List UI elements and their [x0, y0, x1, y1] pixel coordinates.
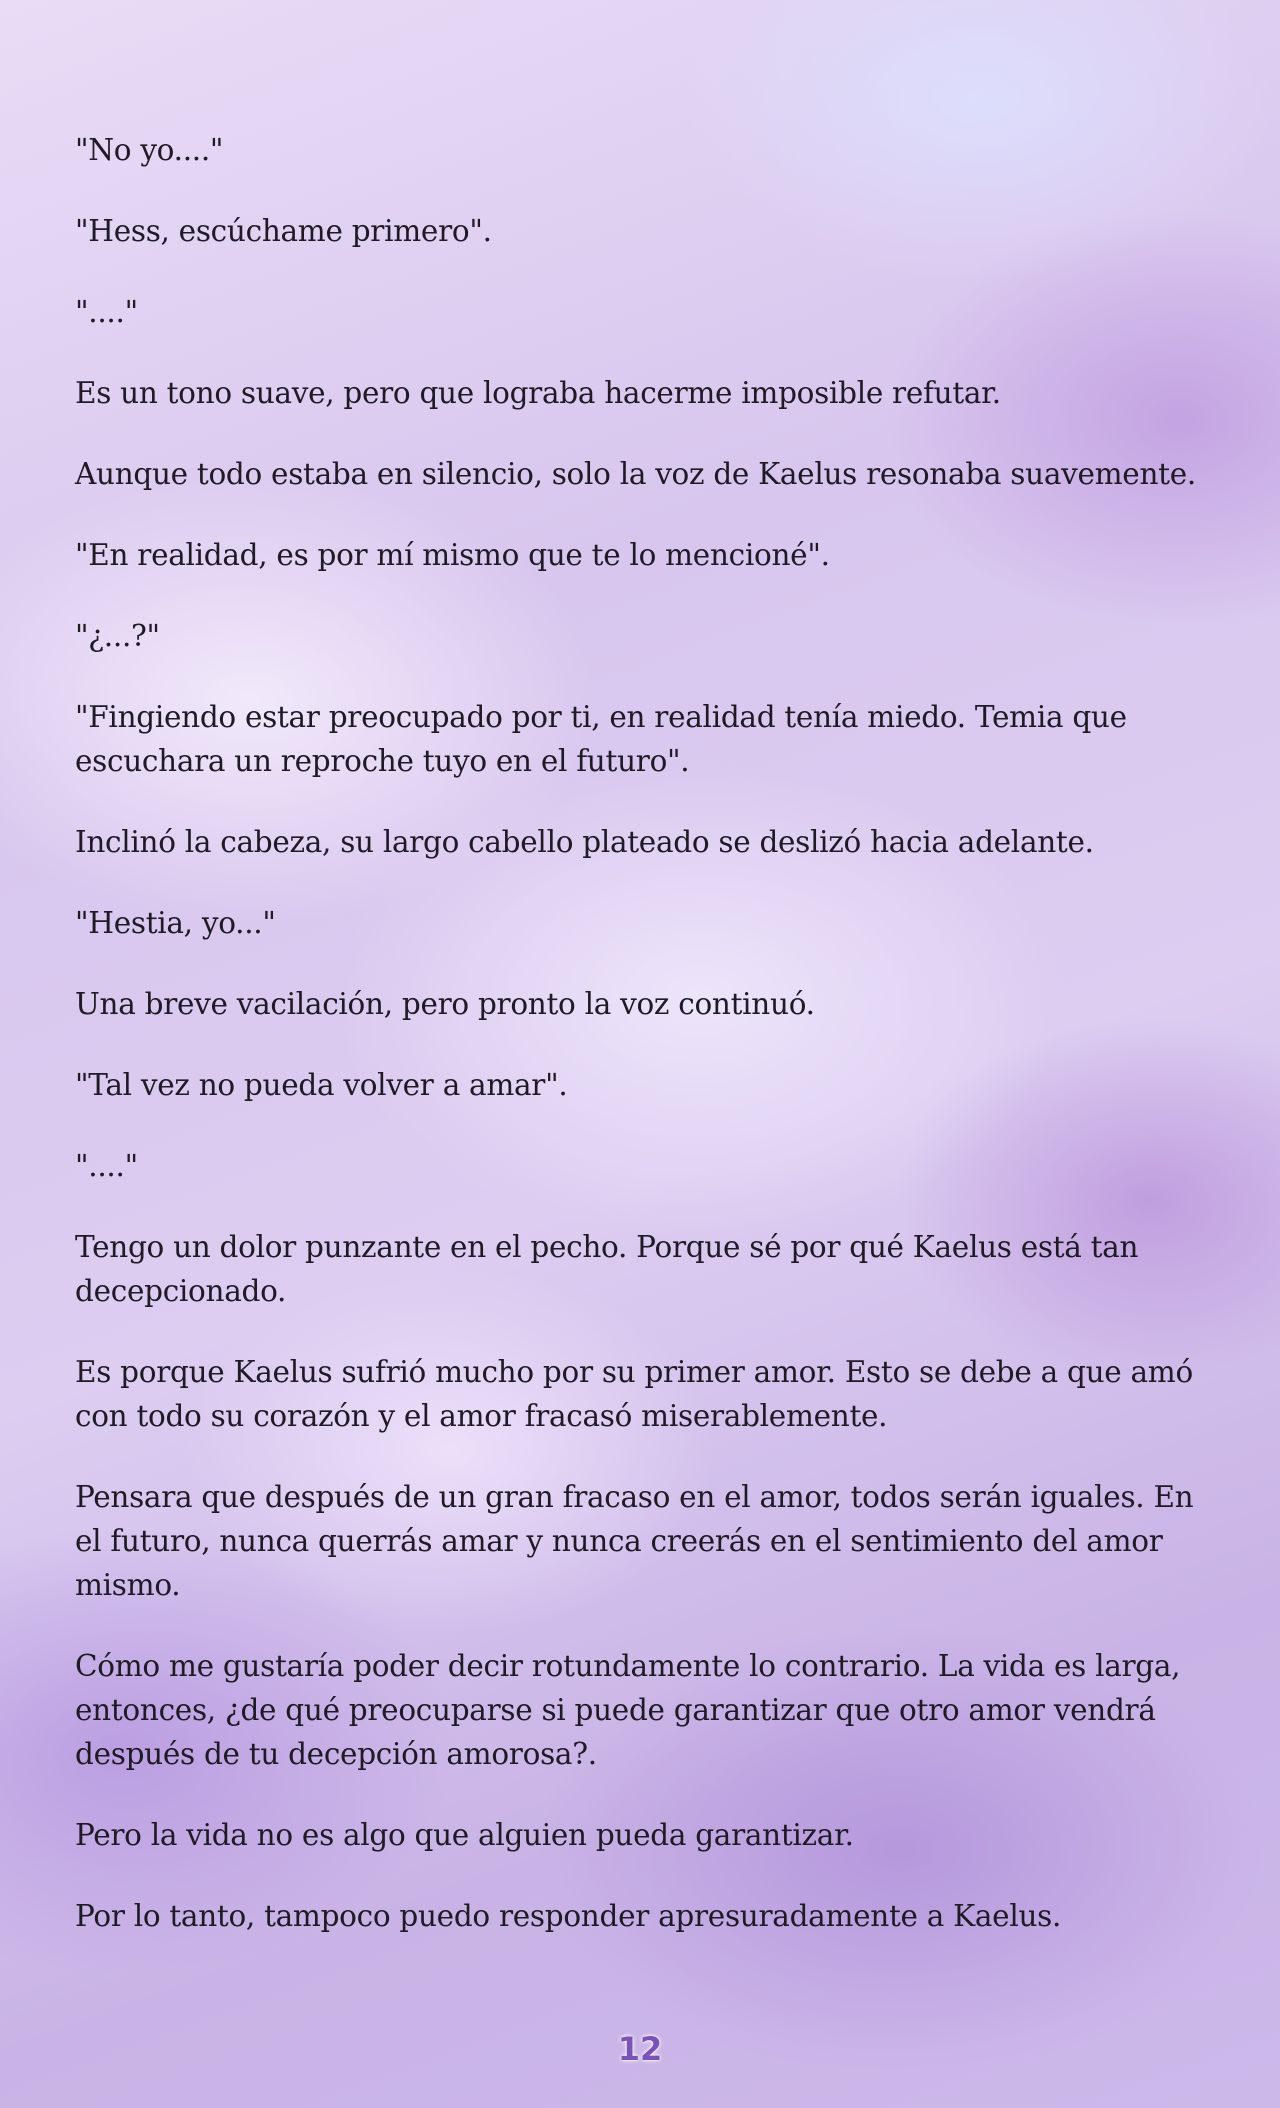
paragraph: Cómo me gustaría poder decir rotundamente lo contrario. La vida es larga, entonces, ¿de qué preocuparse si puede garantizar que otro amor vendrá después de tu decepción amorosa?. — [75, 1649, 1181, 1771]
paragraph: Tengo un dolor punzante en el pecho. Porque sé por qué Kaelus está tan decepcionado. — [75, 1230, 1139, 1308]
paragraph: Pero la vida no es algo que alguien pueda garantizar. — [75, 1818, 854, 1852]
paragraph: "No yo...." — [75, 133, 224, 167]
paragraph: Es un tono suave, pero que lograba hacerme imposible refutar. — [75, 376, 1001, 410]
paragraph: "Hestia, yo..." — [75, 906, 276, 940]
paragraph: "...." — [75, 295, 138, 329]
paragraph: Pensara que después de un gran fracaso en el amor, todos serán iguales. En el futuro, nunca querrás amar y nunca creerás en el sentimiento del amor mismo. — [75, 1480, 1194, 1602]
paragraph: Por lo tanto, tampoco puedo responder apresuradamente a Kaelus. — [75, 1899, 1062, 1933]
paragraph: "Tal vez no pueda volver a amar". — [75, 1068, 568, 1102]
paragraph: Inclinó la cabeza, su largo cabello plateado se deslizó hacia adelante. — [75, 825, 1094, 859]
paragraph: Una breve vacilación, pero pronto la voz continuó. — [75, 987, 815, 1021]
text-body — [75, 128, 1210, 1975]
paragraph: Aunque todo estaba en silencio, solo la voz de Kaelus resonaba suavemente. — [75, 457, 1196, 491]
paragraph: "Fingiendo estar preocupado por ti, en realidad tenía miedo. Temia que escuchara un reproche tuyo en el futuro". — [75, 700, 1127, 778]
page-number: 12 — [617, 2030, 663, 2068]
paragraph: Es porque Kaelus sufrió mucho por su primer amor. Esto se debe a que amó con todo su corazón y el amor fracasó miserablemente. — [75, 1355, 1193, 1433]
paragraph: "¿...?" — [75, 619, 160, 653]
paragraph: "En realidad, es por mí mismo que te lo mencioné". — [75, 538, 830, 572]
paragraph: "Hess, escúchame primero". — [75, 214, 492, 248]
paragraph: "...." — [75, 1149, 138, 1183]
